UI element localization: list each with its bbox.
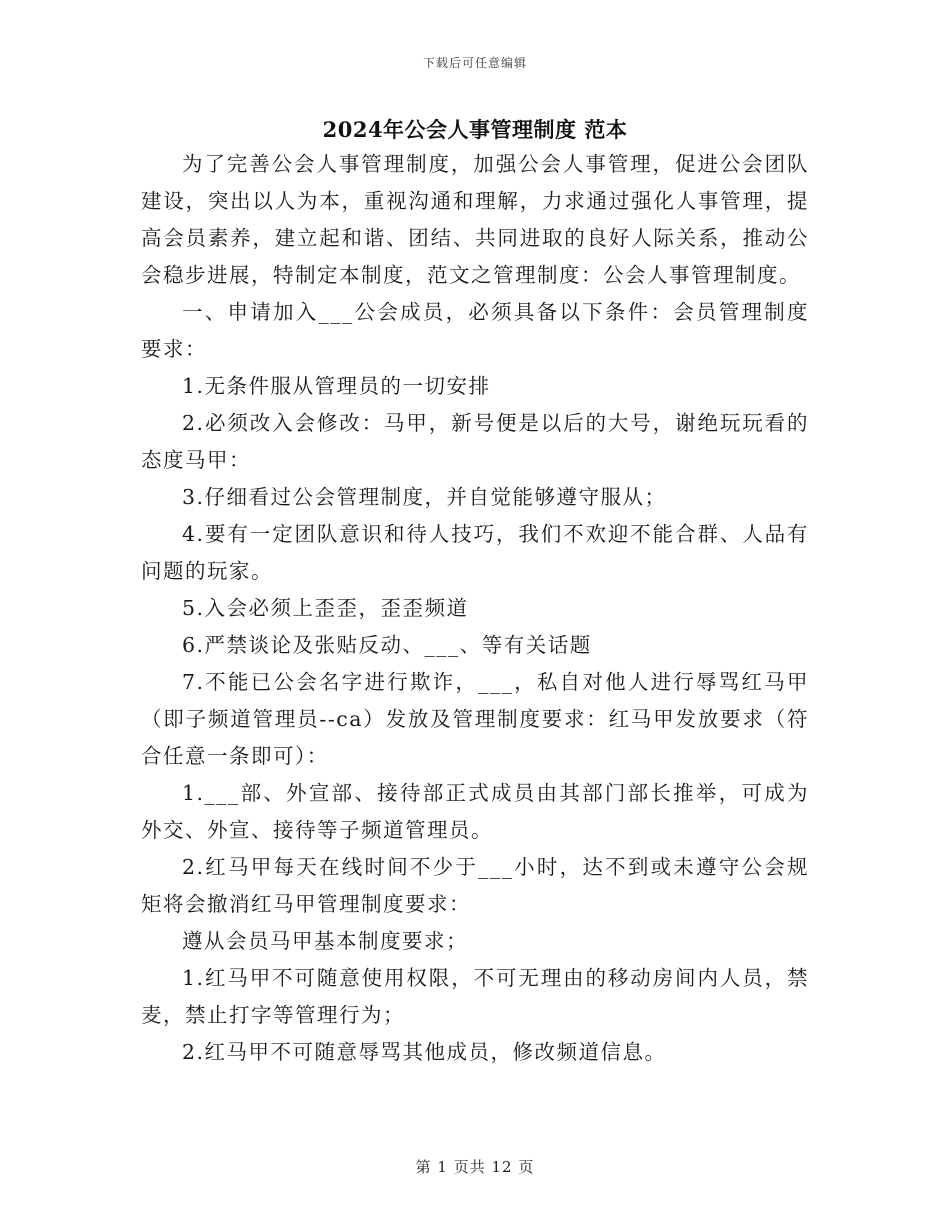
paragraph-item: 1.___部、外宣部、接待部正式成员由其部门部长推举，可成为外交、外宣、接待等子频道管理员。 bbox=[141, 781, 809, 842]
paragraph-item: 2.必须改入会修改：马甲，新号便是以后的大号，谢绝玩玩看的态度马甲： bbox=[141, 411, 809, 472]
paragraph-item: 6.严禁谈论及张贴反动、___、等有关话题 bbox=[182, 633, 592, 657]
page-number: 第 1 页共 12 页 bbox=[415, 1158, 535, 1176]
paragraph-item: 2.红马甲不可随意辱骂其他成员，修改频道信息。 bbox=[182, 1040, 667, 1064]
paragraph-item: 1.红马甲不可随意使用权限，不可无理由的移动房间内人员，禁麦，禁止打字等管理行为； bbox=[141, 966, 809, 1027]
paragraph-item: 1.无条件服从管理员的一切安排 bbox=[182, 374, 491, 398]
paragraph-item: 3.仔细看过公会管理制度，并自觉能够遵守服从； bbox=[182, 485, 667, 509]
paragraph-item: 2.红马甲每天在线时间不少于___小时，达不到或未遵守公会规矩将会撤消红马甲管理制度要求： bbox=[141, 855, 809, 916]
paragraph-item: 5.入会必须上歪歪，歪歪频道 bbox=[182, 596, 469, 620]
header-note: 下载后可任意编辑 bbox=[422, 56, 527, 70]
paragraph-item: 遵从会员马甲基本制度要求； bbox=[182, 929, 468, 953]
paragraph-intro: 为了完善公会人事管理制度，加强公会人事管理，促进公会团队建设，突出以人为本，重视沟通和理解，力求通过强化人事管理，提高会员素养，建立起和谐、团结、共同进取的良好人际关系，推动公会稳步进展，特制定本制度，范文之管理制度：公会人事管理制度。 bbox=[141, 152, 809, 287]
paragraph-section-1: 一、申请加入___公会成员，必须具备以下条件：会员管理制度要求： bbox=[141, 300, 809, 361]
document-title: 2024年公会人事管理制度 范本 bbox=[322, 117, 628, 142]
document-body bbox=[141, 146, 809, 1071]
paragraph-item: 4.要有一定团队意识和待人技巧，我们不欢迎不能合群、人品有问题的玩家。 bbox=[141, 522, 809, 583]
paragraph-item: 7.不能已公会名字进行欺诈，___，私自对他人进行辱骂红马甲（即子频道管理员--ca）发放及管理制度要求：红马甲发放要求（符合任意一条即可）： bbox=[141, 670, 809, 768]
